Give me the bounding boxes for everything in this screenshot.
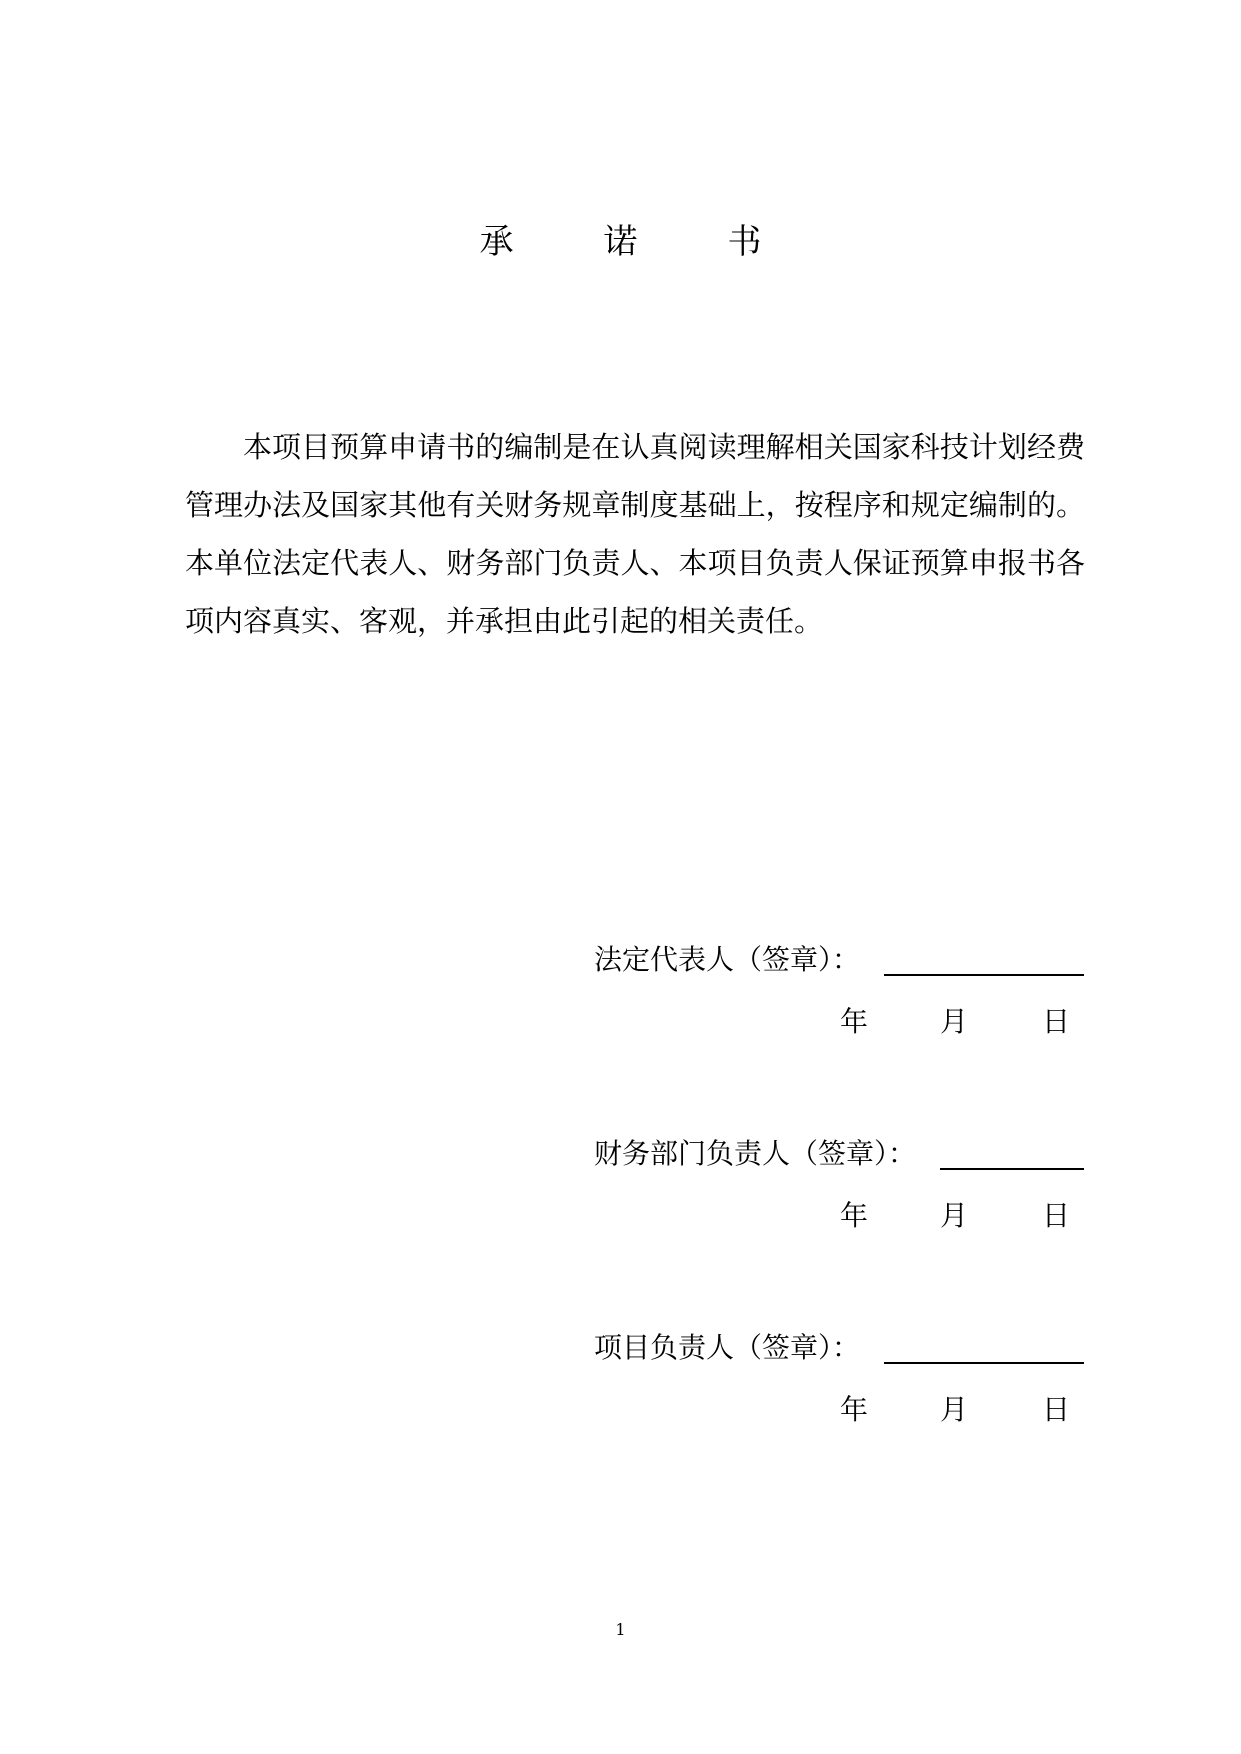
signature-label: 财务部门负责人（签章）： <box>594 1137 917 1170</box>
signature-block-project-lead <box>594 1328 1084 1430</box>
date-month-label: 月 <box>940 1199 969 1232</box>
signature-label: 法定代表人（签章）： <box>594 943 861 976</box>
date-line <box>594 1196 1084 1236</box>
date-line <box>594 1002 1084 1042</box>
signature-line <box>594 940 1084 980</box>
commitment-paragraph: 本项目预算申请书的编制是在认真阅读理解相关国家科技计划经费管理办法及国家其他有关财务规章制度基础上，按程序和规定编制的。本单位法定代表人、财务部门负责人、本项目负责人保证预算申报书各项内容真实、客观，并承担由此引起的相关责任。 <box>185 430 1085 638</box>
date-year-label: 年 <box>840 1393 869 1426</box>
signature-blank[interactable] <box>884 1330 1084 1364</box>
page-title <box>0 222 1241 262</box>
date-day-label: 日 <box>1042 1005 1071 1038</box>
title-char: 承 <box>479 222 514 262</box>
date-day-label: 日 <box>1042 1393 1071 1426</box>
signature-block-legal-rep <box>594 940 1084 1042</box>
date-year-label: 年 <box>840 1005 869 1038</box>
signature-block-finance-head <box>594 1134 1084 1236</box>
title-char: 书 <box>727 222 762 262</box>
signature-blank[interactable] <box>884 942 1084 976</box>
signature-line <box>594 1328 1084 1368</box>
title-char: 诺 <box>603 222 638 262</box>
date-month-label: 月 <box>940 1393 969 1426</box>
date-line <box>594 1390 1084 1430</box>
date-day-label: 日 <box>1042 1199 1071 1232</box>
signature-line <box>594 1134 1084 1174</box>
page-number: 1 <box>615 1620 626 1639</box>
signature-label: 项目负责人（签章）： <box>594 1331 861 1364</box>
date-month-label: 月 <box>940 1005 969 1038</box>
date-year-label: 年 <box>840 1199 869 1232</box>
signature-blank[interactable] <box>940 1136 1084 1170</box>
